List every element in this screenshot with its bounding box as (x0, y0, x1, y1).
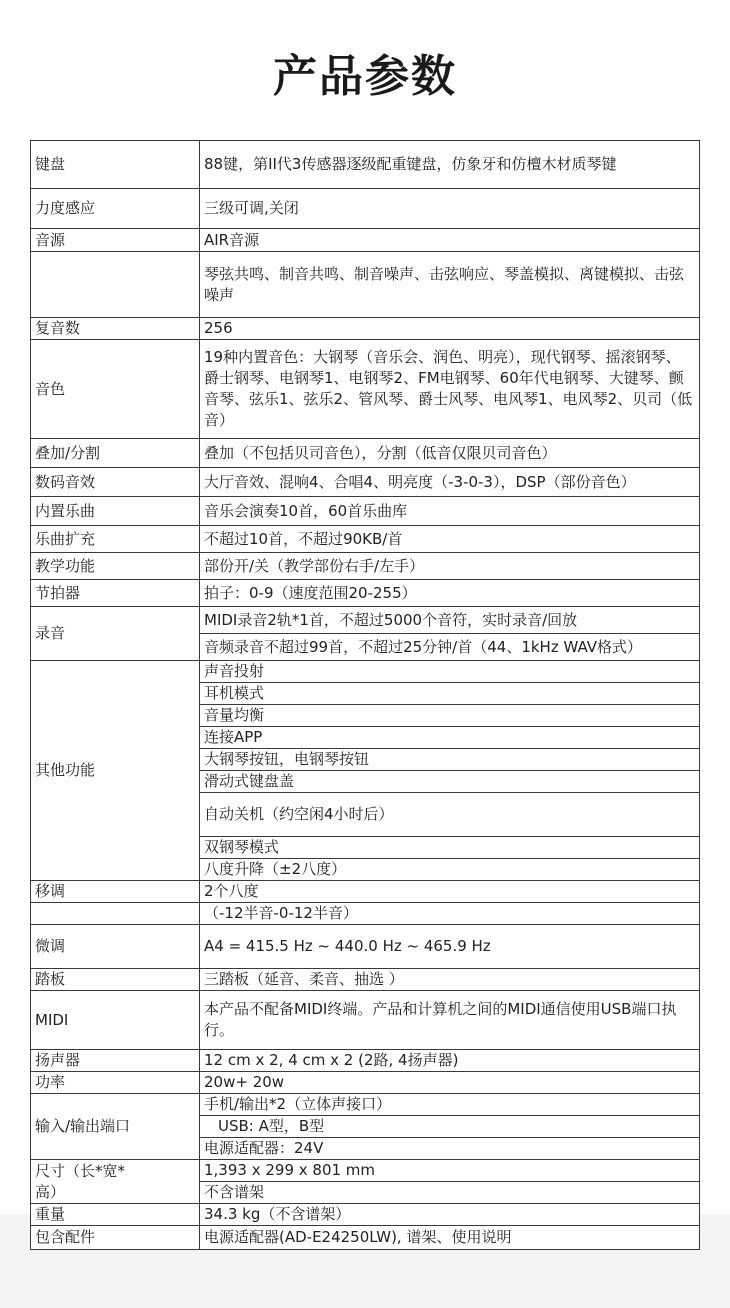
spec-label: 移调 (31, 881, 200, 903)
spec-label: 乐曲扩充 (31, 526, 200, 553)
spec-value: 手机/输出*2（立体声接口） (200, 1094, 700, 1116)
spec-value: MIDI录音2轨*1首，不超过5000个音符，实时录音/回放 (200, 607, 700, 634)
spec-value: 琴弦共鸣、制音共鸣、制音噪声、击弦响应、琴盖模拟、离键模拟、击弦噪声 (200, 252, 700, 318)
spec-value: 拍子：0-9（速度范围20-255） (200, 580, 700, 607)
spec-row-pedals (31, 969, 700, 991)
spec-value: 三踏板（延音、柔音、抽选 ） (200, 969, 700, 991)
spec-value: 1,393 x 299 x 801 mm (200, 1160, 700, 1182)
spec-label: 扬声器 (31, 1050, 200, 1072)
spec-label: 输入/输出端口 (31, 1094, 200, 1160)
spec-label: 其他功能 (31, 661, 200, 881)
spec-value: 88键，第II代3传感器逐级配重键盘，仿象牙和仿檀木材质琴键 (200, 141, 700, 189)
spec-label: 数码音效 (31, 468, 200, 497)
spec-row-lesson (31, 553, 700, 580)
spec-value: （-12半音-0-12半音） (200, 903, 700, 925)
spec-label-empty (31, 252, 200, 318)
spec-value: 声音投射 (200, 661, 700, 683)
spec-value: 滑动式键盘盖 (200, 771, 700, 793)
spec-value: 音乐会演奏10首，60首乐曲库 (200, 497, 700, 526)
spec-value: 2个八度 (200, 881, 700, 903)
spec-value: 双钢琴模式 (200, 837, 700, 859)
spec-value: 12 cm x 2, 4 cm x 2 (2路, 4扬声器) (200, 1050, 700, 1072)
spec-row-tones (31, 340, 700, 439)
spec-label: 复音数 (31, 318, 200, 340)
spec-row-songs (31, 497, 700, 526)
spec-value: 256 (200, 318, 700, 340)
spec-row-accessories (31, 1226, 700, 1250)
spec-label-text: 尺寸（长*宽*高） (35, 1161, 126, 1201)
spec-value: 20w+ 20w (200, 1072, 700, 1094)
spec-value: AIR音源 (200, 229, 700, 252)
spec-row-io-1 (31, 1094, 700, 1116)
spec-row-power (31, 1072, 700, 1094)
spec-label: 音色 (31, 340, 200, 439)
spec-row-tuning (31, 925, 700, 969)
spec-row-recorder-midi (31, 607, 700, 634)
spec-value: 不含谱架 (200, 1182, 700, 1204)
spec-value: 自动关机（约空闲4小时后） (200, 793, 700, 837)
spec-label: 踏板 (31, 969, 200, 991)
spec-value: 八度升降（±2八度） (200, 859, 700, 881)
spec-label: 节拍器 (31, 580, 200, 607)
spec-label: 微调 (31, 925, 200, 969)
spec-value: 叠加（不包括贝司音色），分割（低音仅限贝司音色） (200, 439, 700, 468)
spec-label (31, 1160, 200, 1204)
spec-value (200, 468, 700, 497)
spec-row-expansion (31, 526, 700, 553)
spec-value: 电源适配器：24V (200, 1138, 700, 1160)
spec-value: 音频录音不超过99首，不超过25分钟/首（44、1kHz WAV格式） (200, 634, 700, 661)
spec-value-text: 大厅音效、混响4、合唱4、明亮度（-3-0-3），DSP（部份音色） (204, 472, 636, 491)
spec-label-empty (31, 903, 200, 925)
spec-row-dsp (31, 468, 700, 497)
spec-value: 耳机模式 (200, 683, 700, 705)
spec-row-source (31, 229, 700, 252)
spec-row-size (31, 1160, 700, 1182)
spec-value: 19种内置音色：大钢琴（音乐会、润色、明亮），现代钢琴、摇滚钢琴、爵士钢琴、电钢琴1、电钢琴2、FM电钢琴、60年代电钢琴、大键琴、颤音琴、弦乐1、弦乐2、管风琴、爵士风琴、电风琴1、电风琴2、贝司（低音） (200, 340, 700, 439)
spec-label: 内置乐曲 (31, 497, 200, 526)
spec-row-midi (31, 991, 700, 1050)
spec-label: 教学功能 (31, 553, 200, 580)
spec-value: A4 = 415.5 Hz ~ 440.0 Hz ~ 465.9 Hz (200, 925, 700, 969)
spec-label: 力度感应 (31, 189, 200, 229)
spec-row-touch (31, 189, 700, 229)
spec-row-polyphony (31, 318, 700, 340)
spec-value: 部份开/关（教学部份右手/左手） (200, 553, 700, 580)
spec-row-other-1 (31, 661, 700, 683)
spec-label: 键盘 (31, 141, 200, 189)
spec-label: 重量 (31, 1204, 200, 1226)
spec-label: MIDI (31, 991, 200, 1050)
spec-label: 叠加/分割 (31, 439, 200, 468)
spec-label: 功率 (31, 1072, 200, 1094)
spec-label: 音源 (31, 229, 200, 252)
spec-value: 三级可调,关闭 (200, 189, 700, 229)
spec-row-source-extra (31, 252, 700, 318)
spec-value: 34.3 kg（不含谱架） (200, 1204, 700, 1226)
spec-row-weight (31, 1204, 700, 1226)
spec-value: 本产品不配备MIDI终端。产品和计算机之间的MIDI通信使用USB端口执行。 (200, 991, 700, 1050)
spec-row-layer-split (31, 439, 700, 468)
spec-table (30, 140, 700, 1250)
page-title: 产品参数 (273, 51, 457, 102)
spec-label: 录音 (31, 607, 200, 661)
spec-row-metronome (31, 580, 700, 607)
spec-label: 包含配件 (31, 1226, 200, 1250)
spec-value: 不超过10首，不超过90KB/首 (200, 526, 700, 553)
spec-value: 大钢琴按钮，电钢琴按钮 (200, 749, 700, 771)
spec-row-transpose-extra (31, 903, 700, 925)
spec-value: 音量均衡 (200, 705, 700, 727)
spec-value: USB: A型，B型 (200, 1116, 700, 1138)
spec-row-speakers (31, 1050, 700, 1072)
spec-row-transpose (31, 881, 700, 903)
spec-row-keyboard (31, 141, 700, 189)
spec-value: 电源适配器(AD-E24250LW), 谱架、使用说明 (200, 1226, 700, 1250)
spec-value: 连接APP (200, 727, 700, 749)
